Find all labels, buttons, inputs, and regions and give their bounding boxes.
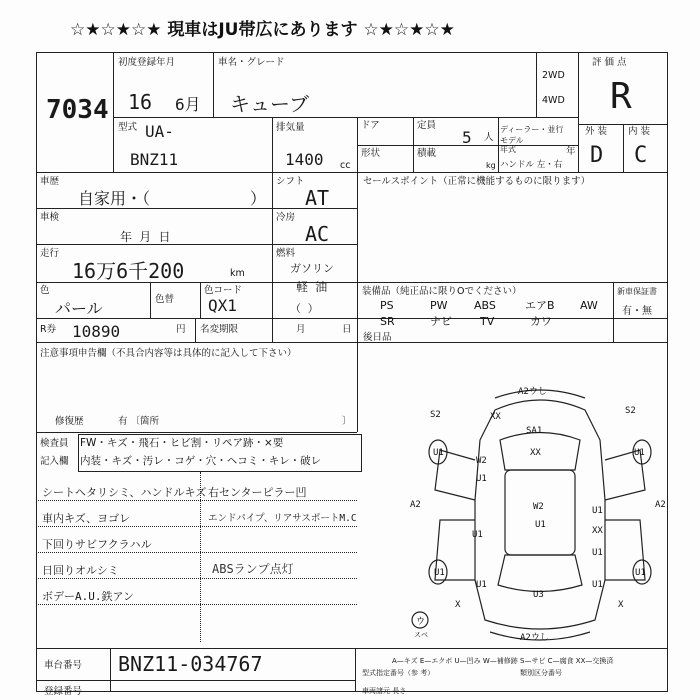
- inspection-value: 年 月 日: [120, 230, 171, 244]
- fuel-value-2: 軽 油: [296, 280, 328, 294]
- model-value-2: BNZ11: [130, 150, 179, 169]
- model-label: 型式: [118, 122, 138, 133]
- aircon-label: 冷房: [276, 212, 296, 223]
- model-year-label: モデル年式: [500, 136, 524, 154]
- diag-label-xx-2: XX: [592, 526, 603, 536]
- fuel-value-3: （ ）: [290, 302, 319, 315]
- remark-right-1: エンドパイプ、リアサスポートM.C: [208, 513, 357, 524]
- equip-navi: ナビ: [430, 315, 452, 328]
- recycle-label: R券: [40, 324, 57, 335]
- remark-4: ボデーA.U.鉄アン: [42, 590, 135, 603]
- equip-leather: カワ: [530, 315, 552, 328]
- repair-value: 有 〔箇所: [118, 416, 160, 427]
- aircon-value: AC: [305, 222, 330, 246]
- capacity-value: 5: [462, 128, 472, 147]
- notes-label: 注意事項申告欄（不具合内容等は具体的に記入して下さい）: [40, 348, 297, 359]
- diag-label-u1-8: U1: [433, 448, 444, 458]
- equip-aw: AW: [580, 299, 598, 312]
- color-value: パール: [55, 299, 103, 318]
- remark-right-0: 右センターピラー凹: [208, 486, 307, 499]
- history-value: 自家用・（: [78, 189, 151, 208]
- interior-value: C: [634, 143, 648, 168]
- first-reg-year: 16: [128, 90, 153, 114]
- history-close: ）: [250, 189, 267, 208]
- entry-row: 内装・キズ・汚レ・コゲ・穴・ヘコミ・キレ・破レ: [80, 455, 322, 467]
- history-label: 車歴: [40, 176, 60, 187]
- diag-label-w2-2: W2: [533, 502, 544, 512]
- diag-label-u1-5: U1: [592, 580, 603, 590]
- warranty-value: 有・無: [622, 306, 652, 317]
- mileage-label: 走行: [40, 248, 60, 259]
- abs-note: ABSランプ点灯: [212, 562, 294, 576]
- remark-1: 車内キズ、ヨゴレ: [42, 512, 131, 525]
- shape-label: 形状: [361, 148, 381, 159]
- interior-label: 内 装: [628, 126, 651, 137]
- diag-label-u1-2: U1: [535, 520, 546, 530]
- diag-label-a2-right: A2: [655, 500, 666, 510]
- equip-abs: ABS: [474, 299, 496, 312]
- diag-label-xx-1: XX: [530, 448, 541, 458]
- shift-value: AT: [305, 186, 330, 210]
- remark-3: 日回りオルシミ: [42, 564, 119, 577]
- entry-label: 記入欄: [40, 456, 69, 467]
- load-label: 積載: [417, 148, 437, 159]
- recycle-value: 10890: [72, 322, 121, 341]
- diag-label-a2-left: A2: [410, 500, 421, 510]
- exterior-label: 外 装: [585, 126, 608, 137]
- exterior-value: D: [590, 143, 604, 168]
- legend-line-4: 車両諸元 長さ: [362, 687, 407, 695]
- after-parts-label: 後日品: [363, 332, 392, 343]
- diag-label-w2-1: W2: [476, 456, 487, 466]
- diag-label-u1-11: U1: [635, 568, 646, 578]
- diag-label-u3: U3: [533, 590, 544, 600]
- remark-0: シートヘタリシミ、ハンドルキズ: [42, 486, 207, 499]
- drive-2wd: 2WD: [542, 70, 565, 81]
- registration-label: 登録番号: [44, 686, 83, 697]
- car-name-label: 車名・グレード: [218, 57, 285, 68]
- lot-number: 7034: [46, 95, 109, 125]
- diag-label-u1-6: U1: [472, 530, 483, 540]
- equip-ps: PS: [380, 299, 394, 312]
- first-reg-label: 初度登録年月: [118, 57, 176, 68]
- repair-close: 〕: [342, 416, 352, 427]
- diag-label-s2-right: S2: [625, 406, 636, 416]
- sales-point-label: セールスポイント（正常に機能するものに限ります）: [363, 176, 591, 187]
- fuel-value-1: ガソリン: [290, 262, 334, 275]
- equip-pw: PW: [430, 299, 448, 312]
- diag-label-a2-bottom: A2ウし: [520, 633, 549, 643]
- diag-label-u1-4: U1: [476, 580, 487, 590]
- diag-label-x-2: X: [618, 600, 624, 610]
- name-change-label: 名変期限: [200, 324, 239, 335]
- legend-line-2: 型式指定番号（参 考）: [362, 669, 435, 677]
- diag-label-u: ウ: [416, 617, 426, 627]
- diag-label-u1-10: U1: [434, 568, 445, 578]
- diag-label-a2-top: A2ウし: [518, 387, 547, 397]
- color-code: QX1: [208, 296, 237, 315]
- displacement-value: 1400: [285, 150, 324, 169]
- mileage-value: 16万6千200: [72, 259, 185, 283]
- diag-label-sa1: SA1: [526, 426, 543, 436]
- car-name-value: キューブ: [230, 92, 309, 116]
- banner: ☆★☆★☆★ 現車はJU帯広にあります ☆★☆★☆★: [70, 20, 455, 40]
- diag-label-xx-3: XX: [490, 412, 501, 422]
- inspector-fw: FW・キズ・飛石・ヒビ割・リペア跡・×要: [80, 437, 284, 449]
- diag-label-u1-1: U1: [476, 474, 487, 484]
- mileage-unit: km: [230, 268, 245, 279]
- name-change-day: 日: [342, 324, 352, 335]
- displacement-label: 排気量: [276, 122, 305, 133]
- diag-label-s2-left: S2: [430, 410, 441, 420]
- dealer-label: ディーラー・並行: [500, 125, 564, 134]
- diag-label-sube: スベ: [414, 631, 428, 639]
- model-year-unit: 年: [566, 146, 576, 157]
- warranty-label: 新車保証書: [617, 287, 657, 296]
- diag-label-x-1: X: [455, 600, 461, 610]
- equip-sr: SR: [380, 315, 395, 328]
- equipment-label: 装備品（純正品に限りOでください）: [362, 286, 522, 297]
- capacity-label: 定員: [417, 120, 437, 131]
- color-swap-label: 色替: [155, 294, 175, 305]
- first-reg-month: 6月: [175, 95, 201, 114]
- equip-tv: TV: [480, 315, 495, 328]
- legend-line-3: 類別区分番号: [520, 669, 562, 677]
- chassis-label: 車台番号: [44, 660, 83, 671]
- remark-2: 下回りサビフクラハル: [42, 538, 152, 551]
- legend-line-1: A—キズ E—エクボ U—凹み W—補修跡 S—サビ C—腐食 XX—交換済: [392, 657, 614, 665]
- capacity-unit: 人: [484, 132, 494, 143]
- inspection-label: 車検: [40, 212, 60, 223]
- recycle-unit: 円: [176, 324, 186, 335]
- displacement-unit: cc: [340, 160, 351, 171]
- inspector-label: 検査員: [40, 438, 69, 449]
- fuel-label: 燃料: [276, 248, 296, 259]
- name-change-month: 月: [296, 324, 306, 335]
- handle-label: ハンドル 左・右: [500, 160, 563, 170]
- color-code-label: 色コード: [204, 285, 243, 296]
- shift-label: シフト: [276, 176, 305, 187]
- drive-4wd: 4WD: [542, 95, 565, 106]
- rating-label: 評 価 点: [592, 57, 627, 68]
- car-damage-diagram: [400, 380, 675, 650]
- diag-label-u1-3: U1: [592, 548, 603, 558]
- equip-airbag: エアB: [525, 299, 555, 312]
- color-label: 色: [40, 285, 50, 296]
- load-unit: kg: [486, 161, 496, 170]
- chassis-value: BNZ11-034767: [118, 652, 263, 676]
- repair-label: 修復歴: [55, 416, 84, 427]
- diag-label-u1-9: U1: [634, 448, 645, 458]
- diag-label-u1-7: U1: [592, 506, 603, 516]
- door-label: ドア: [361, 120, 380, 131]
- model-value-1: UA-: [145, 122, 174, 141]
- rating-value: R: [610, 76, 632, 117]
